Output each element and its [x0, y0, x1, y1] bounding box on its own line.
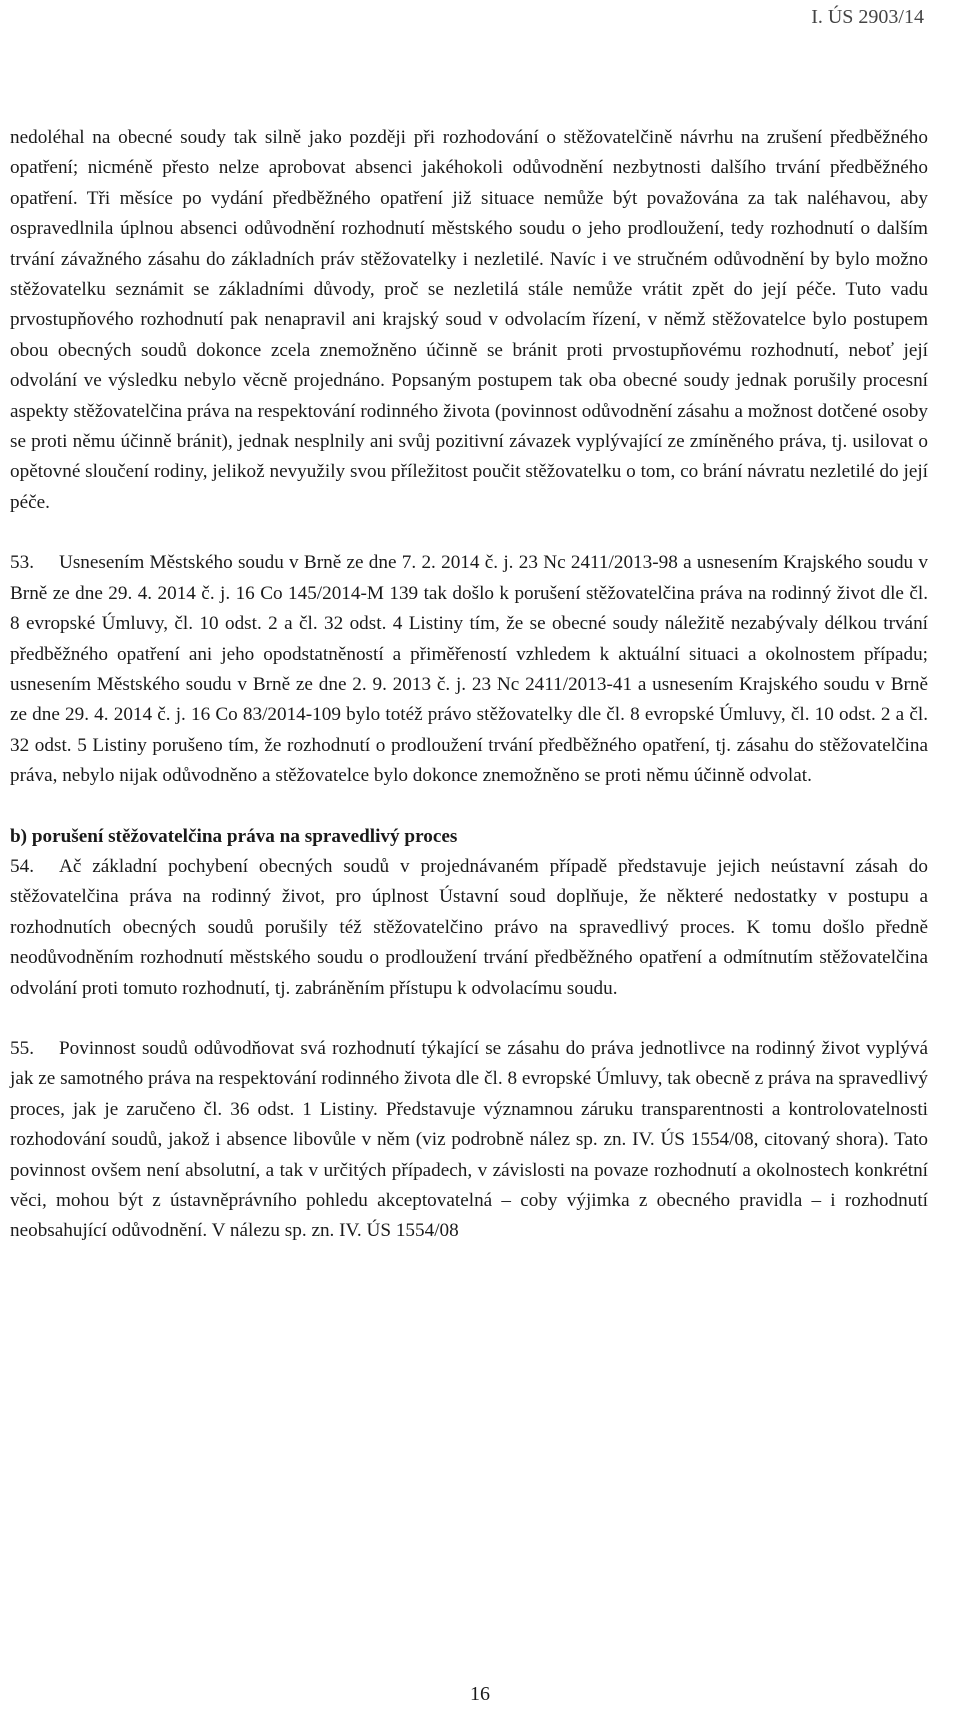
paragraph-continued: nedoléhal na obecné soudy tak silně jako později při rozhodování o stěžovatelčině návrhu na zrušení předběžného opatření; nicméně přesto nelze aprobovat absenci jakéhokoli odůvodnění nezbytnosti dalšího trvání předběžného opatření. Tři měsíce po vydání předběžného opatření již situace nemůže být považována za tak naléhavou, aby ospravedlnila úplnou absenci odůvodnění rozhodnutí městského soudu o jeho prodloužení, tedy rozhodnutí o dalším trvání závažného zásahu do základních práv stěžovatelky i nezletilé. Navíc i ve stručném odůvodnění by bylo možno stěžovatelku seznámit se základními důvody, proč se nezletilá stále nemůže vrátit zpět do její péče. Tuto vadu prvostupňového rozhodnutí pak nenapravil ani krajský soud v odvolacím řízení, v němž stěžovatelce bylo postupem obou obecných soudů dokonce zcela znemožněno účinně se bránit proti prvostupňovému rozhodnutí, neboť její odvolání ve výsledku nebylo věcně projednáno. Popsaným postupem tak oba obecné soudy jednak porušily procesní aspekty stěžovatelčina práva na respektování rodinného života (povinnost odůvodnění zásahu a možnost dotčené osoby se proti němu účinně bránit), jednak nesplnily ani svůj pozitivní závazek vyplývající ze zmíněného práva, tj. usilovat o opětovné sloučení rodiny, jelikož nevyužily svou příležitost poučit stěžovatelku o tom, co brání návratu nezletilé do její péče. — [10, 127, 928, 513]
paragraph-54 — [10, 852, 928, 1004]
page-number: 16 — [470, 1683, 490, 1705]
document-body — [10, 123, 928, 1247]
case-number-header: I. ÚS 2903/14 — [811, 6, 924, 28]
section-heading-b: b) porušení stěžovatelčina práva na spravedlivý proces — [10, 825, 458, 847]
paragraph-number: 53. — [10, 552, 34, 574]
paragraph-text: Povinnost soudů odůvodňovat svá rozhodnutí týkající se zásahu do práva jednotlivce na rodinný život vyplývá jak ze samotného práva na respektování rodinného života dle čl. 8 evropské Úmluvy, tak obecně z práva na spravedlivý proces, jak je zaručeno čl. 36 odst. 1 Listiny. Představuje významnou záruku transparentnosti a kontrolovatelnosti rozhodování soudů, jakož i absence libovůle v něm (viz podrobně nález sp. zn. IV. ÚS 1554/08, citovaný shora). Tato povinnost ovšem není absolutní, a tak v určitých případech, v závislosti na povaze rozhodnutí a okolnostech konkrétní věci, mohou být z ústavněprávního pohledu akceptovatelná – coby výjimka z obecného pravidla – i rozhodnutí neobsahující odůvodnění. V nálezu sp. zn. IV. ÚS 1554/08 — [10, 1037, 928, 1242]
paragraph-text: Usnesením Městského soudu v Brně ze dne 7. 2. 2014 č. j. 23 Nc 2411/2013-98 a usnesením Krajského soudu v Brně ze dne 29. 4. 2014 č. j. 16 Co 145/2014-M 139 tak došlo k porušení stěžovatelčina práva na rodinný život dle čl. 8 evropské Úmluvy, čl. 10 odst. 2 a čl. 32 odst. 4 Listiny tím, že se obecné soudy náležitě nezabývaly délkou trvání předběžného opatření ani jeho opodstatněností a přiměřeností vzhledem k aktuální situaci a okolnostem případu; usnesením Městského soudu v Brně ze dne 2. 9. 2013 č. j. 23 Nc 2411/2013-41 a usnesením Krajského soudu v Brně ze dne 29. 4. 2014 č. j. 16 Co 83/2014-109 bylo totéž právo stěžovatelky dle čl. 8 evropské Úmluvy, čl. 10 odst. 2 a čl. 32 odst. 5 Listiny porušeno tím, že rozhodnutí o prodloužení trvání předběžného opatření, tj. zásahu do stěžovatelčina práva, nebylo nijak odůvodněno a stěžovatelce bylo dokonce znemožněno se proti němu účinně odvolat. — [10, 552, 928, 787]
paragraph-number: 54. — [10, 855, 34, 877]
paragraph-text: Ač základní pochybení obecných soudů v projednávaném případě představuje jejich neústavní zásah do stěžovatelčina práva na rodinný život, pro úplnost Ústavní soud doplňuje, že některé nedostatky v postupu a rozhodnutích obecných soudů porušily též stěžovatelčino právo na spravedlivý proces. K tomu došlo předně neodůvodněním rozhodnutí městského soudu o prodloužení trvání předběžného opatření a odmítnutím stěžovatelčina odvolání proti tomuto rozhodnutí, tj. zabráněním přístupu k odvolacímu soudu. — [10, 855, 928, 999]
paragraph-gap — [10, 1004, 928, 1034]
paragraph-number: 55. — [10, 1037, 34, 1059]
paragraph-53 — [10, 548, 928, 791]
paragraph-gap — [10, 518, 928, 548]
paragraph-55 — [10, 1034, 928, 1247]
paragraph-gap — [10, 792, 928, 822]
